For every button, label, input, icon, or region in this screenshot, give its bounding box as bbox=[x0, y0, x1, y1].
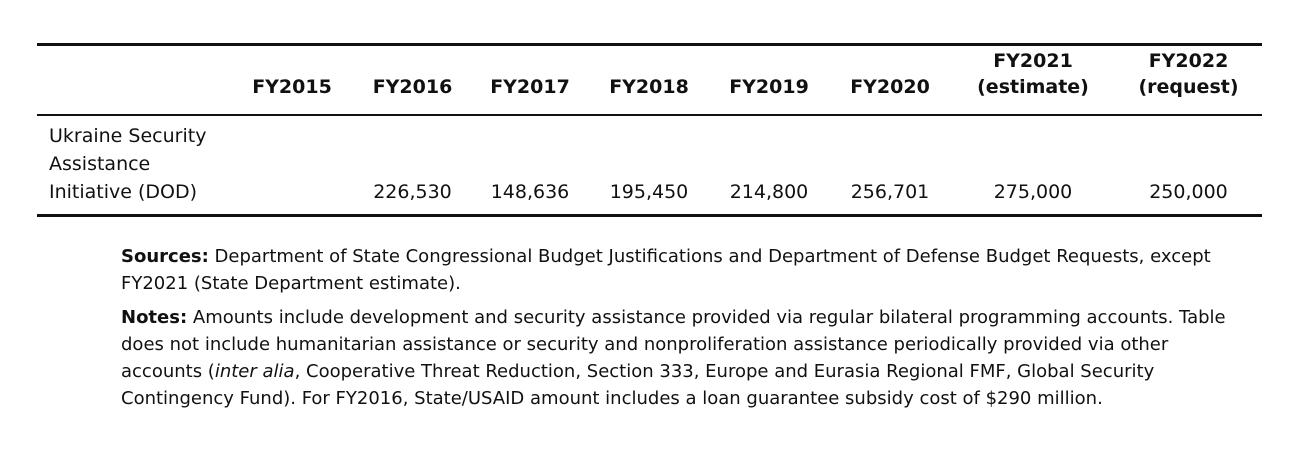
header-fy2020: FY2020 bbox=[829, 45, 951, 115]
funding-table-container bbox=[37, 43, 1262, 217]
funding-table bbox=[37, 43, 1262, 217]
header-fy2015: FY2015 bbox=[230, 45, 354, 115]
cell-fy2021: 275,000 bbox=[951, 115, 1115, 216]
sources-text: Department of State Congressional Budget Justifications and Department of Defense Budget Requests, except FY2021 (State Department estimate). bbox=[121, 246, 1211, 294]
cell-fy2018: 195,450 bbox=[589, 115, 709, 216]
cell-fy2020: 256,701 bbox=[829, 115, 951, 216]
header-fy2018: FY2018 bbox=[589, 45, 709, 115]
cell-fy2015 bbox=[230, 115, 354, 216]
header-fy2017: FY2017 bbox=[471, 45, 589, 115]
row-label-usai: Ukraine Security Assistance Initiative (DOD) bbox=[37, 115, 230, 216]
header-fy2021: FY2021 (estimate) bbox=[951, 45, 1115, 115]
cell-fy2016: 226,530 bbox=[354, 115, 471, 216]
cell-fy2017: 148,636 bbox=[471, 115, 589, 216]
notes-text-before: Amounts include development and security assistance provided via regular bilateral programming accounts. Table does not include humanitarian assistance or security and nonproliferation assistance periodically provided via other accounts ( bbox=[121, 307, 1226, 382]
table-footnotes bbox=[121, 243, 1231, 419]
table-body bbox=[37, 115, 1262, 216]
sources-note bbox=[121, 243, 1231, 297]
table-header bbox=[37, 45, 1262, 115]
header-blank-cell bbox=[37, 45, 230, 115]
sources-label: Sources: bbox=[121, 246, 209, 267]
header-fy2022: FY2022 (request) bbox=[1115, 45, 1262, 115]
header-row bbox=[37, 45, 1262, 115]
notes-text-after: , Cooperative Threat Reduction, Section 333, Europe and Eurasia Regional FMF, Global Security Contingency Fund). For FY2016, State/USAID amount includes a loan guarantee subsidy cost of $290 million. bbox=[121, 361, 1155, 409]
table-row bbox=[37, 115, 1262, 216]
header-fy2016: FY2016 bbox=[354, 45, 471, 115]
cell-fy2019: 214,800 bbox=[709, 115, 829, 216]
cell-fy2022: 250,000 bbox=[1115, 115, 1262, 216]
notes-note bbox=[121, 304, 1231, 412]
notes-label: Notes: bbox=[121, 307, 188, 328]
header-fy2019: FY2019 bbox=[709, 45, 829, 115]
notes-italic: inter alia bbox=[214, 361, 295, 382]
